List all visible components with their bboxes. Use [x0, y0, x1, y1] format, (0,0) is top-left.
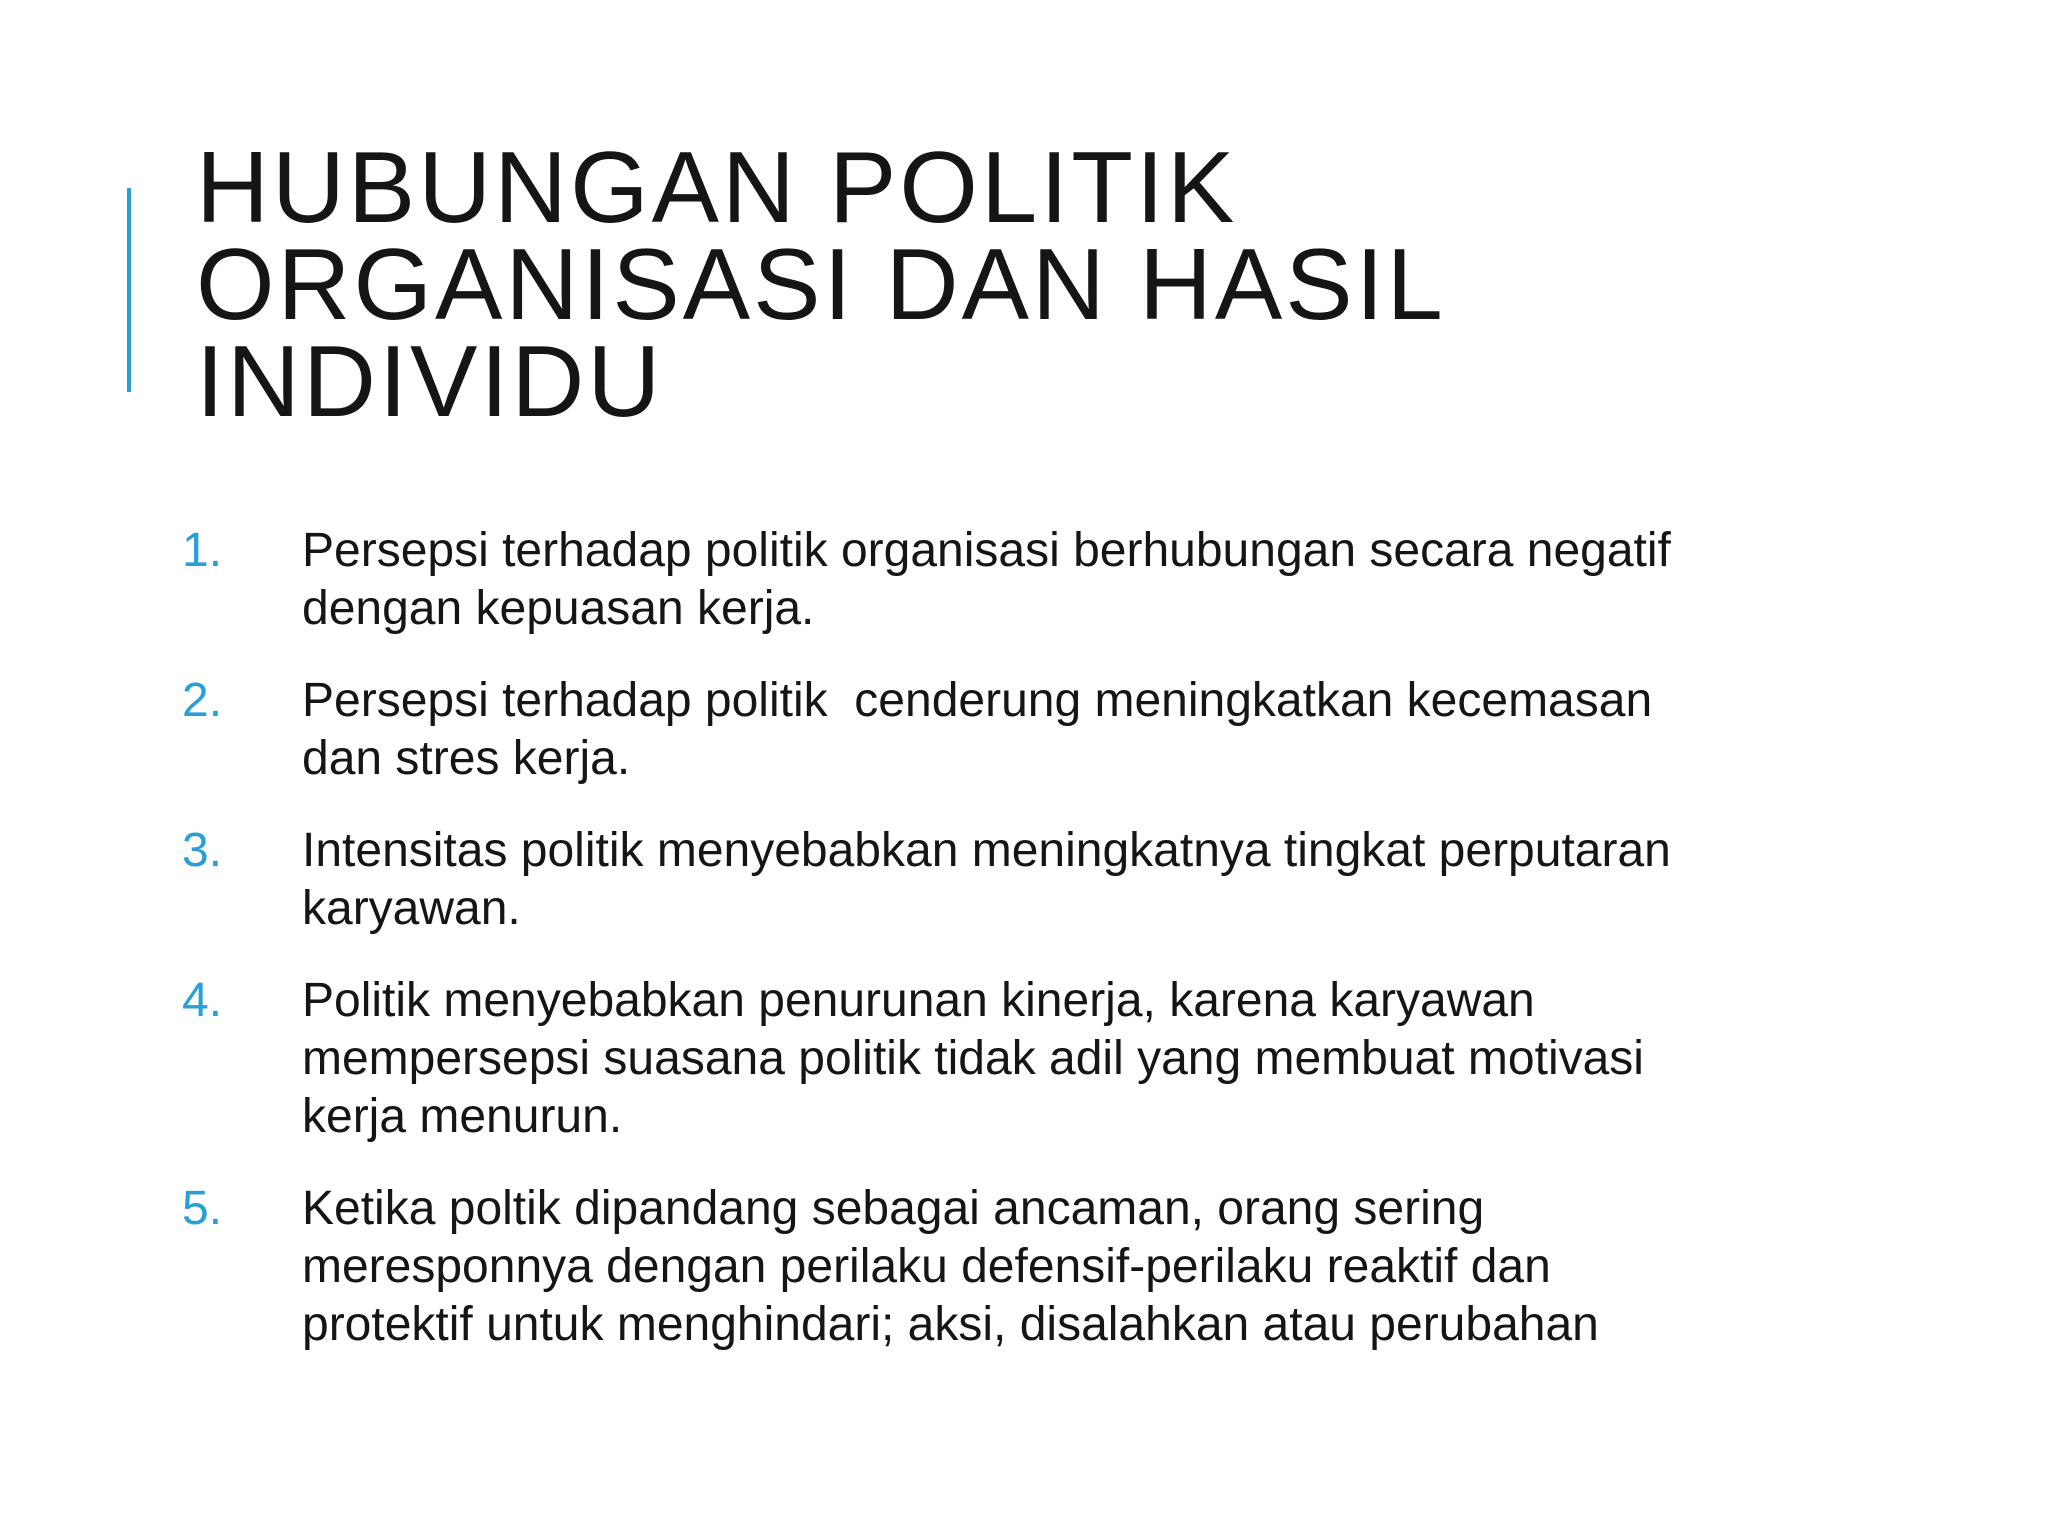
list-item-number: 3.: [182, 824, 223, 877]
slide-title-line: INDIVIDU: [196, 326, 664, 438]
list-item: [0, 522, 2048, 638]
list-item-line: dengan kepuasan kerja.: [302, 582, 815, 635]
list-item-line: kerja menurun.: [302, 1090, 623, 1143]
list-item: [0, 672, 2048, 788]
list-item-number: 4.: [182, 974, 223, 1027]
list-item-text: [302, 522, 1802, 638]
list-item-text: [302, 822, 1802, 938]
list-item-number: 2.: [182, 674, 223, 727]
list-item-line: karyawan.: [302, 882, 521, 935]
list-item-text: [302, 672, 1802, 788]
list-item-number: 1.: [182, 524, 223, 577]
list-item-line: mempersepsi suasana politik tidak adil yang membuat motivasi: [302, 1032, 1644, 1085]
slide-title: [196, 132, 1896, 438]
list-item-line: dan stres kerja.: [302, 732, 631, 785]
list-item-text: [302, 972, 1802, 1146]
numbered-list: [0, 522, 2048, 1388]
list-item-line: Politik menyebabkan penurunan kinerja, karena karyawan: [302, 974, 1535, 1027]
list-item: [0, 1180, 2048, 1354]
list-item-text: [302, 1180, 1802, 1354]
list-item-line: Ketika poltik dipandang sebagai ancaman, orang sering: [302, 1182, 1485, 1235]
list-item-number: 5.: [182, 1182, 223, 1235]
list-item-line: protektif untuk menghindari; aksi, disalahkan atau perubahan: [302, 1298, 1599, 1351]
list-item-line: meresponnya dengan perilaku defensif-perilaku reaktif dan: [302, 1240, 1551, 1293]
slide-title-line: ORGANISASI DAN HASIL: [196, 229, 1446, 341]
list-item-line: Intensitas politik menyebabkan meningkatnya tingkat perputaran: [302, 824, 1671, 877]
list-item: [0, 972, 2048, 1146]
slide-title-line: HUBUNGAN POLITIK: [196, 132, 1238, 244]
list-item: [0, 822, 2048, 938]
title-accent-bar: [127, 188, 131, 392]
list-item-line: Persepsi terhadap politik organisasi berhubungan secara negatif: [302, 524, 1671, 577]
list-item-line: Persepsi terhadap politik cenderung meningkatkan kecemasan: [302, 674, 1653, 727]
